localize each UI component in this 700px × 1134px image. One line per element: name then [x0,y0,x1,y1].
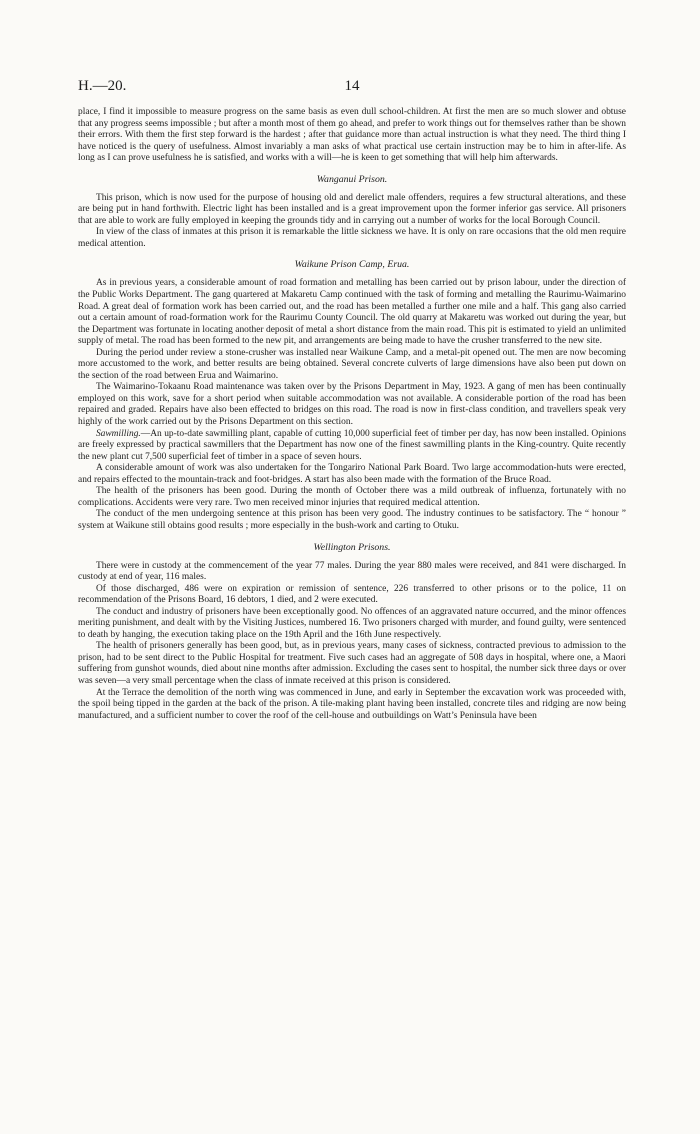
paragraph: The conduct and industry of prisoners have been exceptionally good. No offences of an aggravated nature occurred, and the minor offences meriting punishment, and dealt with by the Visiting Justices, numbered 16. Two prisoners charged with murder, and found guilty, were sentenced to death by hanging, the execution taking place on the 19th April and the 16th June respectively. [78,606,626,640]
paragraph: As in previous years, a considerable amount of road formation and metalling has been carried out by prison labour, under the direction of the Public Works Department. The gang quartered at Makaretu Camp continued with the task of forming and metalling the Raurimu-Waimarino Road. A great deal of formation work has been carried out, and the road has been metalled a further one mile and a half. This gang also carried out a certain amount of road-formation work for the Raurimu County Council. The old quarry at Makaretu was worked out during the year, but the Department was fortunate in locating another deposit of metal a short distance from the main road. This pit is estimated to yield an unlimited supply of metal. The road has been formed to the new pit, and arrangements are being made to have the crusher transferred to the new site. [78,278,626,347]
paragraph: There were in custody at the commencement of the year 77 males. During the year 880 males were received, and 841 were discharged. In custody at end of year, 116 males. [78,560,626,583]
paragraph: The health of the prisoners has been good. During the month of October there was a mild outbreak of influenza, fortunately with no complications. Accidents were very rare. Two men received minor injuries that required medical attention. [78,486,626,508]
section-heading-waikune: Waikune Prison Camp, Erua. [294,259,410,271]
paragraph: A considerable amount of work was also undertaken for the Tongariro National Park Board. Two large accommodation-huts were erected, and repairs effected to the mountain-track and foot-bridges. A start has also been made with the formation of the Bruce Road. [78,463,626,485]
page-body [78,107,626,722]
paragraph: At the Terrace the demolition of the north wing was commenced in June, and early in September the excavation work was proceeded with, the spoil being tipped in the garden at the back of the prison. A tile-making plant having been installed, concrete tiles and ridging are now being manufactured, and a sufficient number to cover the roof of the cell-house and outbuildings on Watt’s Peninsula have been [78,687,626,721]
paragraph: This prison, which is now used for the purpose of housing old and derelict male offenders, requires a few structural alterations, and these are being put in hand forthwith. Electric light has been installed and is a great improvement upon the former inferior gas service. All prisoners that are able to work are fully employed in keeping the grounds tidy and in carrying out a number of works for the local Borough Council. [78,192,626,226]
document-reference: H.—20. [78,78,127,94]
paragraph: The health of prisoners generally has been good, but, as in previous years, many cases of sickness, contracted previous to admission to the prison, had to be sent direct to the Public Hospital for treatment. Five such cases had an aggregate of 508 days in hospital, where one, a Maori suffering from gunshot wounds, died about nine months after admission. Excluding the cases sent to hospital, the number sick three days or over was seven—a very small percentage when the class of inmate received at this prison is considered. [78,641,626,686]
sawmilling-text: —An up-to-date sawmilling plant, capable of cutting 10,000 superficial feet of timber per day, has now been installed. Opinions are freely expressed by practical sawmillers that the Department has now one of the finest sawmilling plants in the King-country. Quite recently the new plant cut 7,500 superficial feet of timber in a space of seven hours. [78,428,626,462]
paragraph: During the period under review a stone-crusher was installed near Waikune Camp, and a metal-pit opened out. The men are now becoming more accustomed to the work, and better results are being obtained. Several concrete culverts of large dimensions have also been put down on the section of the road between Erua and Waimarino. [78,347,626,381]
page-header [78,78,626,98]
section-heading-wanganui: Wanganui Prison. [316,173,388,185]
paragraph: The Waimarino-Tokaanu Road maintenance was taken over by the Prisons Department in May, 1923. A gang of men has been continually employed on this work, save for a short period when suitable accommodation was not available. A considerable portion of the road has been repaired and graded. Repairs have also been effected to bridges on this road. The road is now in first-class condition, and travellers speak very highly of the work carried out by the Prisons Department on this section. [78,382,626,428]
paragraph-sawmilling [78,429,626,464]
paragraph: In view of the class of inmates at this prison it is remarkable the little sickness we have. It is only on rare occasions that the old men require medical attention. [78,227,626,249]
sawmilling-lead: Sawmilling. [95,428,141,439]
paragraph: place, I find it impossible to measure progress on the same basis as even dull school-children. At first the men are so much slower and obtuse that any progress seems impossible ; but after a month most of them go ahead, and prefer to work things out for themselves rather than be shown their errors. With them the first step forward is the hardest ; after that guidance more than actual instruction is what they need. The third thing I have noticed is the query of usefulness. Almost invariably a man asks of what practical use certain instruction may be to him in after-life. As long as I can prove usefulness he is satisfied, and works with a will—he is keen to get something that will help him afterwards. [78,107,626,164]
section-heading-wellington: Wellington Prisons. [313,541,391,553]
paragraph: Of those discharged, 486 were on expiration or remission of sentence, 226 transferred to other prisons or to the police, 11 on recommendation of the Prisons Board, 16 debtors, 1 died, and 2 were executed. [78,583,626,606]
paragraph: The conduct of the men undergoing sentence at this prison has been very good. The industry continues to be satisfactory. The “ honour ” system at Waikune still obtains good results ; more especially in the bush-work and carting to Otuku. [78,509,626,531]
page-number: 14 [344,78,360,94]
